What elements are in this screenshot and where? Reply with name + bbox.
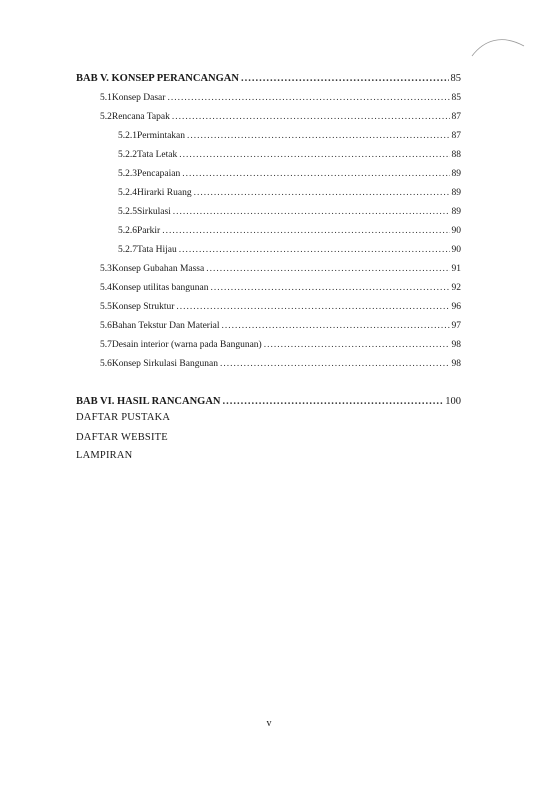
section-page-number: 98: [451, 359, 461, 369]
section-page-number: 98: [451, 340, 461, 350]
section-number: 5.2: [100, 112, 112, 122]
section-page-number: 97: [451, 321, 461, 331]
toc-section-entry[interactable]: [100, 357, 461, 371]
toc-subsection-entry[interactable]: [118, 167, 461, 181]
toc-subsection-entry[interactable]: [118, 129, 461, 143]
subsection-title: Hirarki Ruang: [137, 188, 192, 198]
dot-leader: [194, 186, 450, 200]
toc-subsection-entry[interactable]: [118, 148, 461, 162]
dot-leader: [173, 205, 450, 219]
section-title: Desain interior (warna pada Bangunan): [111, 340, 262, 350]
dot-leader: [179, 148, 449, 162]
toc-section-entry[interactable]: [100, 338, 461, 352]
section-page-number: 96: [451, 302, 461, 312]
page-number: v: [266, 718, 272, 729]
dot-leader: [264, 338, 450, 352]
toc-chapter-entry[interactable]: [76, 395, 461, 409]
section-title: Konsep Gubahan Massa: [111, 264, 205, 274]
toc-subsection-entry[interactable]: [118, 224, 461, 238]
chapter-page-number: 85: [450, 73, 461, 84]
subsection-number: 5.2.6: [118, 226, 137, 236]
subsection-page-number: 88: [451, 150, 461, 160]
dot-leader: [221, 319, 449, 333]
chapter-page-number: 100: [445, 396, 461, 407]
subsection-page-number: 87: [451, 131, 461, 141]
subsection-title: Pencapaian: [137, 169, 181, 179]
subsection-title: Permintakan: [137, 131, 186, 141]
subsection-number: 5.2.2: [118, 150, 137, 160]
toc-subsection-entry[interactable]: [118, 243, 461, 257]
subsection-title: Tata Letak: [137, 150, 178, 160]
appendix-entry[interactable]: LAMPIRAN: [76, 450, 133, 461]
appendix-entry[interactable]: DAFTAR PUSTAKA: [76, 412, 171, 423]
chapter-title: BAB VI. HASIL RANCANGAN: [76, 396, 221, 407]
dot-leader: [210, 281, 449, 295]
section-title: Rencana Tapak: [111, 112, 170, 122]
subsection-page-number: 89: [451, 207, 461, 217]
section-title: Konsep Sirkulasi Bangunan: [111, 359, 218, 369]
dot-leader: [241, 72, 449, 86]
section-page-number: 91: [451, 264, 461, 274]
section-page-number: 85: [451, 93, 461, 103]
dot-leader: [162, 224, 449, 238]
dot-leader: [167, 91, 449, 105]
toc-chapter-entry[interactable]: [76, 72, 461, 86]
section-number: 5.6: [100, 321, 112, 331]
dot-leader: [223, 395, 444, 409]
page-corner-mark: [470, 30, 530, 60]
toc-subsection-entry[interactable]: [118, 186, 461, 200]
subsection-page-number: 89: [451, 169, 461, 179]
toc-section-entry[interactable]: [100, 300, 461, 314]
toc-section-entry[interactable]: [100, 281, 461, 295]
section-title: Konsep Struktur: [111, 302, 175, 312]
dot-leader: [176, 300, 449, 314]
subsection-number: 5.2.7: [118, 245, 137, 255]
subsection-number: 5.2.5: [118, 207, 137, 217]
subsection-page-number: 89: [451, 188, 461, 198]
subsection-number: 5.2.1: [118, 131, 137, 141]
subsection-page-number: 90: [451, 226, 461, 236]
toc-section-entry[interactable]: [100, 262, 461, 276]
subsection-page-number: 90: [451, 245, 461, 255]
subsection-title: Sirkulasi: [137, 207, 171, 217]
section-page-number: 92: [451, 283, 461, 293]
subsection-title: Parkir: [137, 226, 161, 236]
section-page-number: 87: [451, 112, 461, 122]
section-number: 5.6: [100, 359, 112, 369]
dot-leader: [172, 110, 450, 124]
chapter-title: BAB V. KONSEP PERANCANGAN: [76, 73, 239, 84]
section-number: 5.7: [100, 340, 112, 350]
subsection-number: 5.2.4: [118, 188, 137, 198]
dot-leader: [206, 262, 449, 276]
dot-leader: [187, 129, 449, 143]
dot-leader: [182, 167, 449, 181]
appendix-entry[interactable]: DAFTAR WEBSITE: [76, 432, 168, 443]
dot-leader: [179, 243, 450, 257]
toc-section-entry[interactable]: [100, 319, 461, 333]
toc-section-entry[interactable]: [100, 110, 461, 124]
subsection-title: Tata Hijau: [137, 245, 177, 255]
section-number: 5.5: [100, 302, 112, 312]
section-title: Konsep Dasar: [111, 93, 166, 103]
section-title: Bahan Tekstur Dan Material: [111, 321, 220, 331]
toc-subsection-entry[interactable]: [118, 205, 461, 219]
section-number: 5.1: [100, 93, 112, 103]
section-title: Konsep utilitas bangunan: [111, 283, 209, 293]
subsection-number: 5.2.3: [118, 169, 137, 179]
toc-section-entry[interactable]: [100, 91, 461, 105]
dot-leader: [220, 357, 450, 371]
section-number: 5.4: [100, 283, 112, 293]
section-number: 5.3: [100, 264, 112, 274]
